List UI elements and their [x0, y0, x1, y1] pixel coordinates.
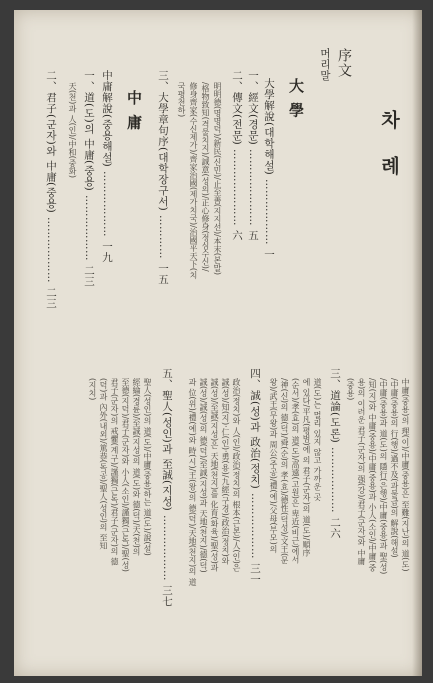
toc-entry-daxue-intro: 大學解說(대학해설) ……………… 一	[263, 78, 275, 260]
toc-subentry-3: 修身齊家(수신제가)/齊家治國(제가치국)/治國平天下(치	[189, 82, 198, 279]
toc-sub-l23: 君子(군자)의 戒懼(계구)/謹獨(근독)/君子(군자)의 德	[110, 378, 119, 566]
toc-sub-l14: 政治(정치)와 人(인)/政治(정치)의 根本(근본)/人(인)은	[232, 378, 241, 572]
toc-entry-junzi-zhongyong: 二、君子(군자)와 中庸(중용) ……………… 二三	[45, 70, 57, 309]
toc-sub-l22: 至德(지덕)/君子(군자)와 小人(소인)/謹獨(근독)/聖(성)	[121, 378, 130, 572]
toc-sub-l21: 經綸(경륜)/至誠(지성)의 道(도)와 德(덕)/天(천)의	[132, 378, 141, 556]
toc-entry-zhuanwen: 二、傳文(전문) ………………… 六	[231, 70, 243, 241]
toc-subentry-4: 국평천하)	[177, 82, 186, 118]
foreword-entry: 머리말	[319, 48, 331, 81]
toc-sub-l6: 용)의 이러운 君子(군자)의 强(강)/君子(군자)와 中庸	[357, 378, 366, 565]
toc-sub-l16: 誠(성)/至誠(지성)은 天地(천지)를 化育(화육)/聖(성)과	[210, 378, 219, 572]
toc-entry-daxue-preface: 三、大學章句序(대학장구서) ………… 一五	[157, 70, 169, 285]
toc-sub-l15: 誠(성)/知(지)·仁(인)·勇(용)/九經(구경)/政治(정치)와	[221, 378, 230, 565]
toc-entry-cheng-zhengzhi: 四、誠(성)과 政治(정치) ……………… 三一	[249, 368, 261, 585]
toc-sub-l12: 왕)/武王(무왕)과 周公(주공)/禮(예)/父母(부모)의	[269, 378, 278, 553]
toc-entry-jingwen: 一、經文(경문) ………………… 五	[247, 70, 259, 241]
toc-sub-l2: 中庸(중용)의 理(이)/中庸(중용)은 至難(지난)의 道(도)	[401, 378, 410, 572]
toc-sub-l24: (덕)과 內外(내외)/篤恭(독공)/聖人(성인)의 至知	[99, 378, 108, 550]
daxue-heading: 大 學	[287, 78, 305, 120]
toc-subentry-2: /格物致知(격물치지)/誠意(성의)/正心修身(정심수신)/	[201, 82, 210, 272]
toc-sub-l17: 誠(성)/誠(성)의 德(덕)/至誠(지성)과 天地(천지)/德(덕)	[199, 378, 208, 573]
toc-entry-zhongyong-intro: 中庸解說(중용해설) ……………… 一九	[101, 70, 113, 263]
toc-sub-l5: /知(지)와 中庸(중용)/中庸(중용)과 小人(소인)/中庸(중	[368, 378, 377, 572]
toc-sub-l18: 과 位(위)/禮(예)와 時(시)/王(왕)의 德(덕)/天地(천지)의 道	[188, 378, 197, 586]
toc-sub-l9: 에 있다/平凡(평범)에 의 君子(군자)의 道(도)/順序	[302, 378, 311, 557]
toc-title: 차 례	[378, 110, 400, 185]
toc-sub-l3: /中庸(중용)의 行(행)/過不及(과불급)의 解說(해설)	[390, 378, 399, 558]
zhongyong-heading: 中 庸	[125, 90, 143, 132]
toc-subentry-1: 明明德(명명덕)/新民(신민)/止至善(지지선)/本末(본말)	[213, 82, 222, 276]
toc-entry-daolun: 三、道論(도론) ……………… 二六	[329, 368, 341, 539]
toc-sub-l10: (순서)/孝(효)의 道(도)/高遠(고원)은 卑近(비근)에서	[291, 378, 300, 564]
toc-sub-l8: 道(도)는 멀리 있지 않고 가까운 곳	[313, 378, 322, 501]
toc-subentry-tian-ren: 天(천)과 人(인)/中和(중화)	[68, 82, 77, 178]
page-edge-shadow	[412, 10, 422, 676]
toc-sub-l7: (중용)	[346, 378, 355, 401]
toc-entry-shengren-zhicheng: 五、聖人(성인)과 至誠(지성) ……………… 三七	[161, 368, 173, 607]
toc-entry-dao-zhongyong: 一、道(도)의 中庸(중용) ……………… 二三	[83, 70, 95, 287]
preface-entry: 序文	[336, 48, 352, 78]
book-page	[14, 10, 422, 676]
toc-sub-l25: (지치)	[88, 378, 97, 401]
toc-sub-l20: 聖人(성인)의 道(도)/中庸(중용)하는 道(도)/說(설)	[143, 378, 152, 556]
toc-sub-l4: /中庸(중용)과 道(도)의 隱行(은행)/中庸(중용)과 聖(성)	[379, 378, 388, 575]
toc-sub-l11: /神(신)의 德(덕)/舜(순)의 孝(효)/德性(덕성)/文王(문	[280, 378, 289, 565]
